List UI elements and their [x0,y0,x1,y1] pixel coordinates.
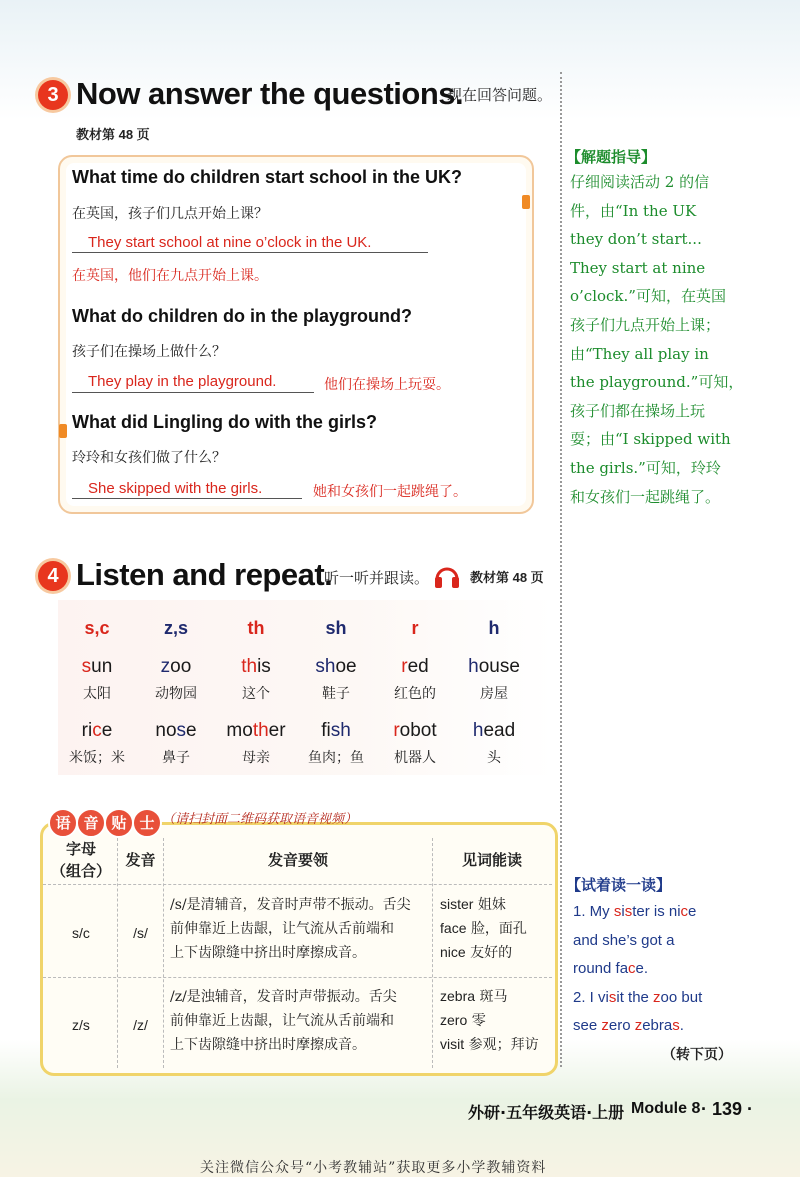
tips-note: （请扫封面二维码获取语音视频） [162,812,358,827]
column-divider [560,72,562,1067]
phonics-header-r: r [411,618,419,638]
tips-badge [48,808,160,838]
table-cell-words [440,893,552,965]
try-read-text [573,898,795,1041]
phonics-word-sun[interactable]: sun [81,656,113,677]
section-4-title: Listen and repeat. [76,557,333,592]
phonics-word-nose[interactable]: nose [155,720,197,741]
tips-badge-char: 音 [76,808,106,838]
phonics-header-sh: sh [325,618,347,638]
try-line: see zero zebras. [573,1017,684,1035]
section-3-textbook-ref: 教材第 48 页 [76,127,150,142]
section-4-title-cn: 听一听并跟读。 [324,569,430,587]
section-4-textbook-ref: 教材第 48 页 [470,570,544,585]
table-cell-letters: z/s [72,1017,90,1033]
hint-line: 孩子们九点开始上课； [570,315,721,334]
try-read-title: 【试着读一读】 [566,876,672,894]
word-sister: sister 姐妹 [440,896,506,913]
phonics-header-s-c: s,c [84,618,110,638]
phonics-cn-fish: 鱼肉；鱼 [308,750,364,766]
word-face: face 脸，面孔 [440,920,527,937]
page-number: · 139 · [701,1099,754,1119]
question-1: What time do children start school in the UK? [72,167,463,187]
table-cell-sound: /s/ [133,925,148,941]
section-3-title: Now answer the questions. [76,76,464,111]
continue-note: （转下页） [662,1047,732,1063]
answer-2-cn: 他们在操场上玩耍。 [324,377,450,393]
question-3-cn: 玲玲和女孩们做了什么？ [72,450,226,466]
phonics-word-robot[interactable]: robot [393,720,437,741]
phonics-word-mother[interactable]: mother [226,720,286,741]
hint-line: they don’t start... [570,230,702,249]
answer-1-line [72,252,428,253]
try-line: 2. I visit the zoo but [573,988,703,1006]
table-cell-sound: /z/ [133,1017,148,1033]
word-zebra: zebra 斑马 [440,988,508,1005]
table-vline [117,838,118,1068]
hint-line: 仔细阅读活动 2 的信 [570,173,710,191]
table-header-letters: 字母 （组合） [50,840,111,880]
phonics-word-shoe[interactable]: shoe [315,656,357,677]
try-line: 1. My sister is nice [573,903,697,920]
hint-line: o’clock.”可知，在英国 [570,287,726,306]
table-vline [432,838,433,1068]
section-3-title-cn: 现在回答问题。 [447,86,553,104]
footer-promo-note: 关注微信公众号“小考教辅站”获取更多小学教辅资料 [200,1160,547,1176]
headphones-icon[interactable] [432,561,462,591]
footer-book-title: 外研·五年级英语·上册 [468,1103,625,1122]
hint-line: 和女孩们一起跳绳了。 [570,487,721,506]
tips-badge-char: 语 [48,808,78,838]
try-line: and she’s got a [573,931,675,949]
phonics-word-house[interactable]: house [468,656,520,677]
word-nice: nice 友好的 [440,944,513,961]
answer-3-line [72,498,302,499]
answer-1: They start school at nine o’clock in the UK. [88,234,372,251]
hint-line: 由“They all play in [570,344,709,363]
phonics-word-red[interactable]: red [401,656,429,677]
hint-line: 孩子们都在操场上玩 [570,401,706,420]
phonics-cn-robot: 机器人 [394,750,436,766]
phonics-cn-head: 头 [487,750,501,766]
phonics-word-zoo[interactable]: zoo [160,656,192,677]
hint-line: the girls.”可知，玲玲 [570,458,721,477]
phonics-cn-sun: 太阳 [83,686,111,702]
table-header-words: 见词能读 [461,851,522,869]
table-cell-letters: s/c [72,925,90,941]
hint-line: They start at nine [570,258,706,277]
hint-title: 【解题指导】 [566,148,657,166]
phonics-header-h: h [488,618,500,638]
section-3-number: 3 [38,80,68,110]
tips-badge-char: 士 [132,808,162,838]
hint-line: 耍；由“I skipped with [570,430,731,449]
word-visit: visit 参观；拜访 [440,1036,539,1053]
table-cell-words [440,985,552,1057]
try-line: round face. [573,960,649,978]
phonics-header-z-s: z,s [163,618,188,638]
answer-1-cn: 在英国，他们在九点开始上课。 [72,268,268,284]
phonics-word-this[interactable]: this [241,656,271,677]
phonics-cn-shoe: 鞋子 [322,686,350,702]
question-2: What do children do in the playground? [72,306,412,326]
word-zero: zero 零 [440,1012,486,1029]
table-cell-method: /z/是浊辅音，发音时声带振动。舌尖 前伸靠近上齿龈，让气流从舌前端和 上下齿隙缝中挤出时摩擦成音。 [170,989,397,1053]
answer-3: She skipped with the girls. [88,480,263,497]
table-vline [163,838,164,1068]
hint-line: the playground.”可知， [570,373,744,392]
table-hline [43,884,552,885]
phonics-cn-rice: 米饭；米 [69,750,125,766]
phonics-header-th: th [247,618,265,638]
footer-module: Module 8 [631,1100,701,1117]
scroll-marker-top [522,195,530,209]
table-hline [43,977,552,978]
phonics-word-rice[interactable]: rice [81,720,113,741]
table-header-sound: 发音 [125,851,156,869]
phonics-cn-zoo: 动物园 [155,686,197,702]
tips-badge-char: 贴 [104,808,134,838]
table-cell-method: /s/是清辅音，发音时声带不振动。舌尖 前伸靠近上齿龈，让气流从舌前端和 上下齿隙缝中挤出时摩擦成音。 [170,897,411,961]
answer-2: They play in the playground. [88,373,277,390]
hint-text [570,168,795,511]
answer-2-line [72,392,314,393]
hint-line: 件，由“In the UK [570,201,697,220]
question-3: What did Lingling do with the girls? [72,412,377,432]
phonics-cn-mother: 母亲 [242,750,270,766]
phonics-word-fish[interactable]: fish [321,720,351,741]
scroll-marker-mid [59,424,67,438]
phonics-cn-nose: 鼻子 [162,750,190,766]
phonics-cn-red: 红色的 [394,686,436,702]
question-1-cn: 在英国，孩子们几点开始上课？ [72,206,268,222]
phonics-cn-this: 这个 [242,686,270,702]
question-2-cn: 孩子们在操场上做什么？ [72,344,226,360]
phonics-cn-house: 房屋 [480,686,508,702]
answer-3-cn: 她和女孩们一起跳绳了。 [313,484,467,500]
phonics-word-head[interactable]: head [472,720,516,741]
section-4-number: 4 [38,561,68,591]
table-header-method: 发音要领 [267,851,328,869]
